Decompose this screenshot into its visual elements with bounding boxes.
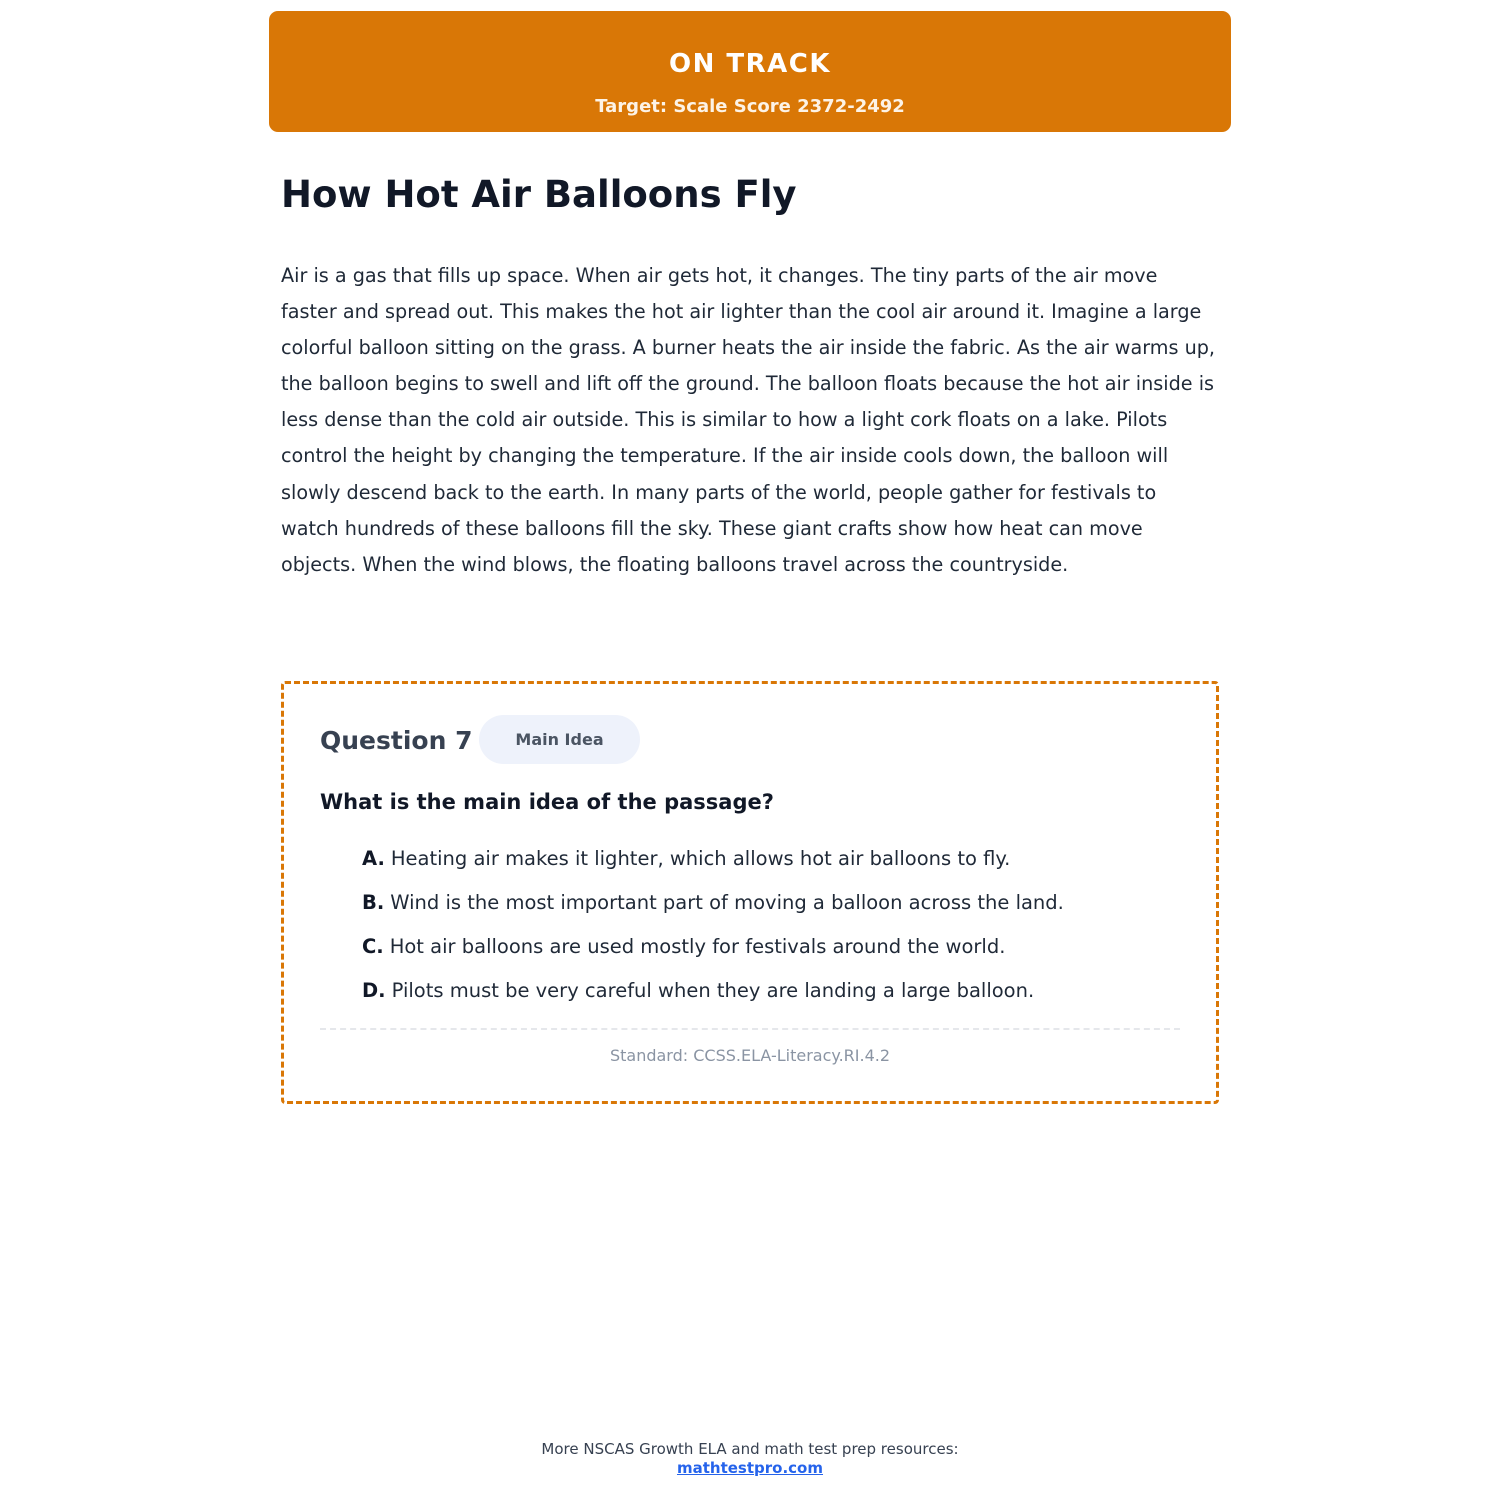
- footer-text: More NSCAS Growth ELA and math test prep resources:: [541, 1440, 959, 1458]
- target-score-label: Target: Scale Score 2372-2492: [595, 96, 905, 117]
- divider: [320, 1028, 1180, 1030]
- choice-text: Heating air makes it lighter, which allows hot air balloons to fly.: [390, 847, 1011, 870]
- passage-title: How Hot Air Balloons Fly: [281, 173, 797, 216]
- question-card: [281, 681, 1219, 1104]
- answer-choice-d[interactable]: [362, 969, 1064, 1013]
- question-prompt: What is the main idea of the passage?: [320, 790, 774, 814]
- answer-choice-c[interactable]: [362, 925, 1064, 969]
- choice-text: Hot air balloons are used mostly for festivals around the world.: [389, 935, 1006, 958]
- question-number: Question 7: [320, 726, 473, 755]
- footer: [0, 1440, 1500, 1478]
- status-label: ON TRACK: [668, 49, 832, 79]
- answer-choice-b[interactable]: [362, 881, 1064, 925]
- answer-choices-list: [362, 837, 1064, 1013]
- standard-label: Standard: CCSS.ELA-Literacy.RI.4.2: [609, 1046, 891, 1065]
- choice-text: Pilots must be very careful when they are landing a large balloon.: [391, 979, 1035, 1002]
- choice-letter: B.: [362, 891, 385, 914]
- choice-text: Wind is the most important part of moving a balloon across the land.: [390, 891, 1064, 914]
- choice-letter: D.: [362, 979, 386, 1002]
- skill-tag-badge: Main Idea: [479, 715, 640, 764]
- footer-link[interactable]: mathtestpro.com: [676, 1459, 823, 1477]
- status-banner: [269, 11, 1231, 132]
- answer-choice-a[interactable]: [362, 837, 1064, 881]
- choice-letter: C.: [362, 935, 384, 958]
- choice-letter: A.: [362, 847, 385, 870]
- passage-text: Air is a gas that fills up space. When air gets hot, it changes. The tiny parts of the air move faster and spread out. This makes the hot air lighter than the cool air around it. Imagine a large colorful balloon sitting on the grass. A burner heats the air inside the fabric. As the air warms up, the balloon begins to swell and lift off the ground. The balloon floats because the hot air inside is less dense than the cold air outside. This is similar to how a light cork floats on a lake. Pilots control the height by changing the temperature. If the air inside cools down, the balloon will slowly descend back to the earth. In many parts of the world, people gather for festivals to watch hundreds of these balloons fill the sky. These giant crafts show how heat can move objects. When the wind blows, the floating balloons travel across the countryside.: [281, 264, 1216, 576]
